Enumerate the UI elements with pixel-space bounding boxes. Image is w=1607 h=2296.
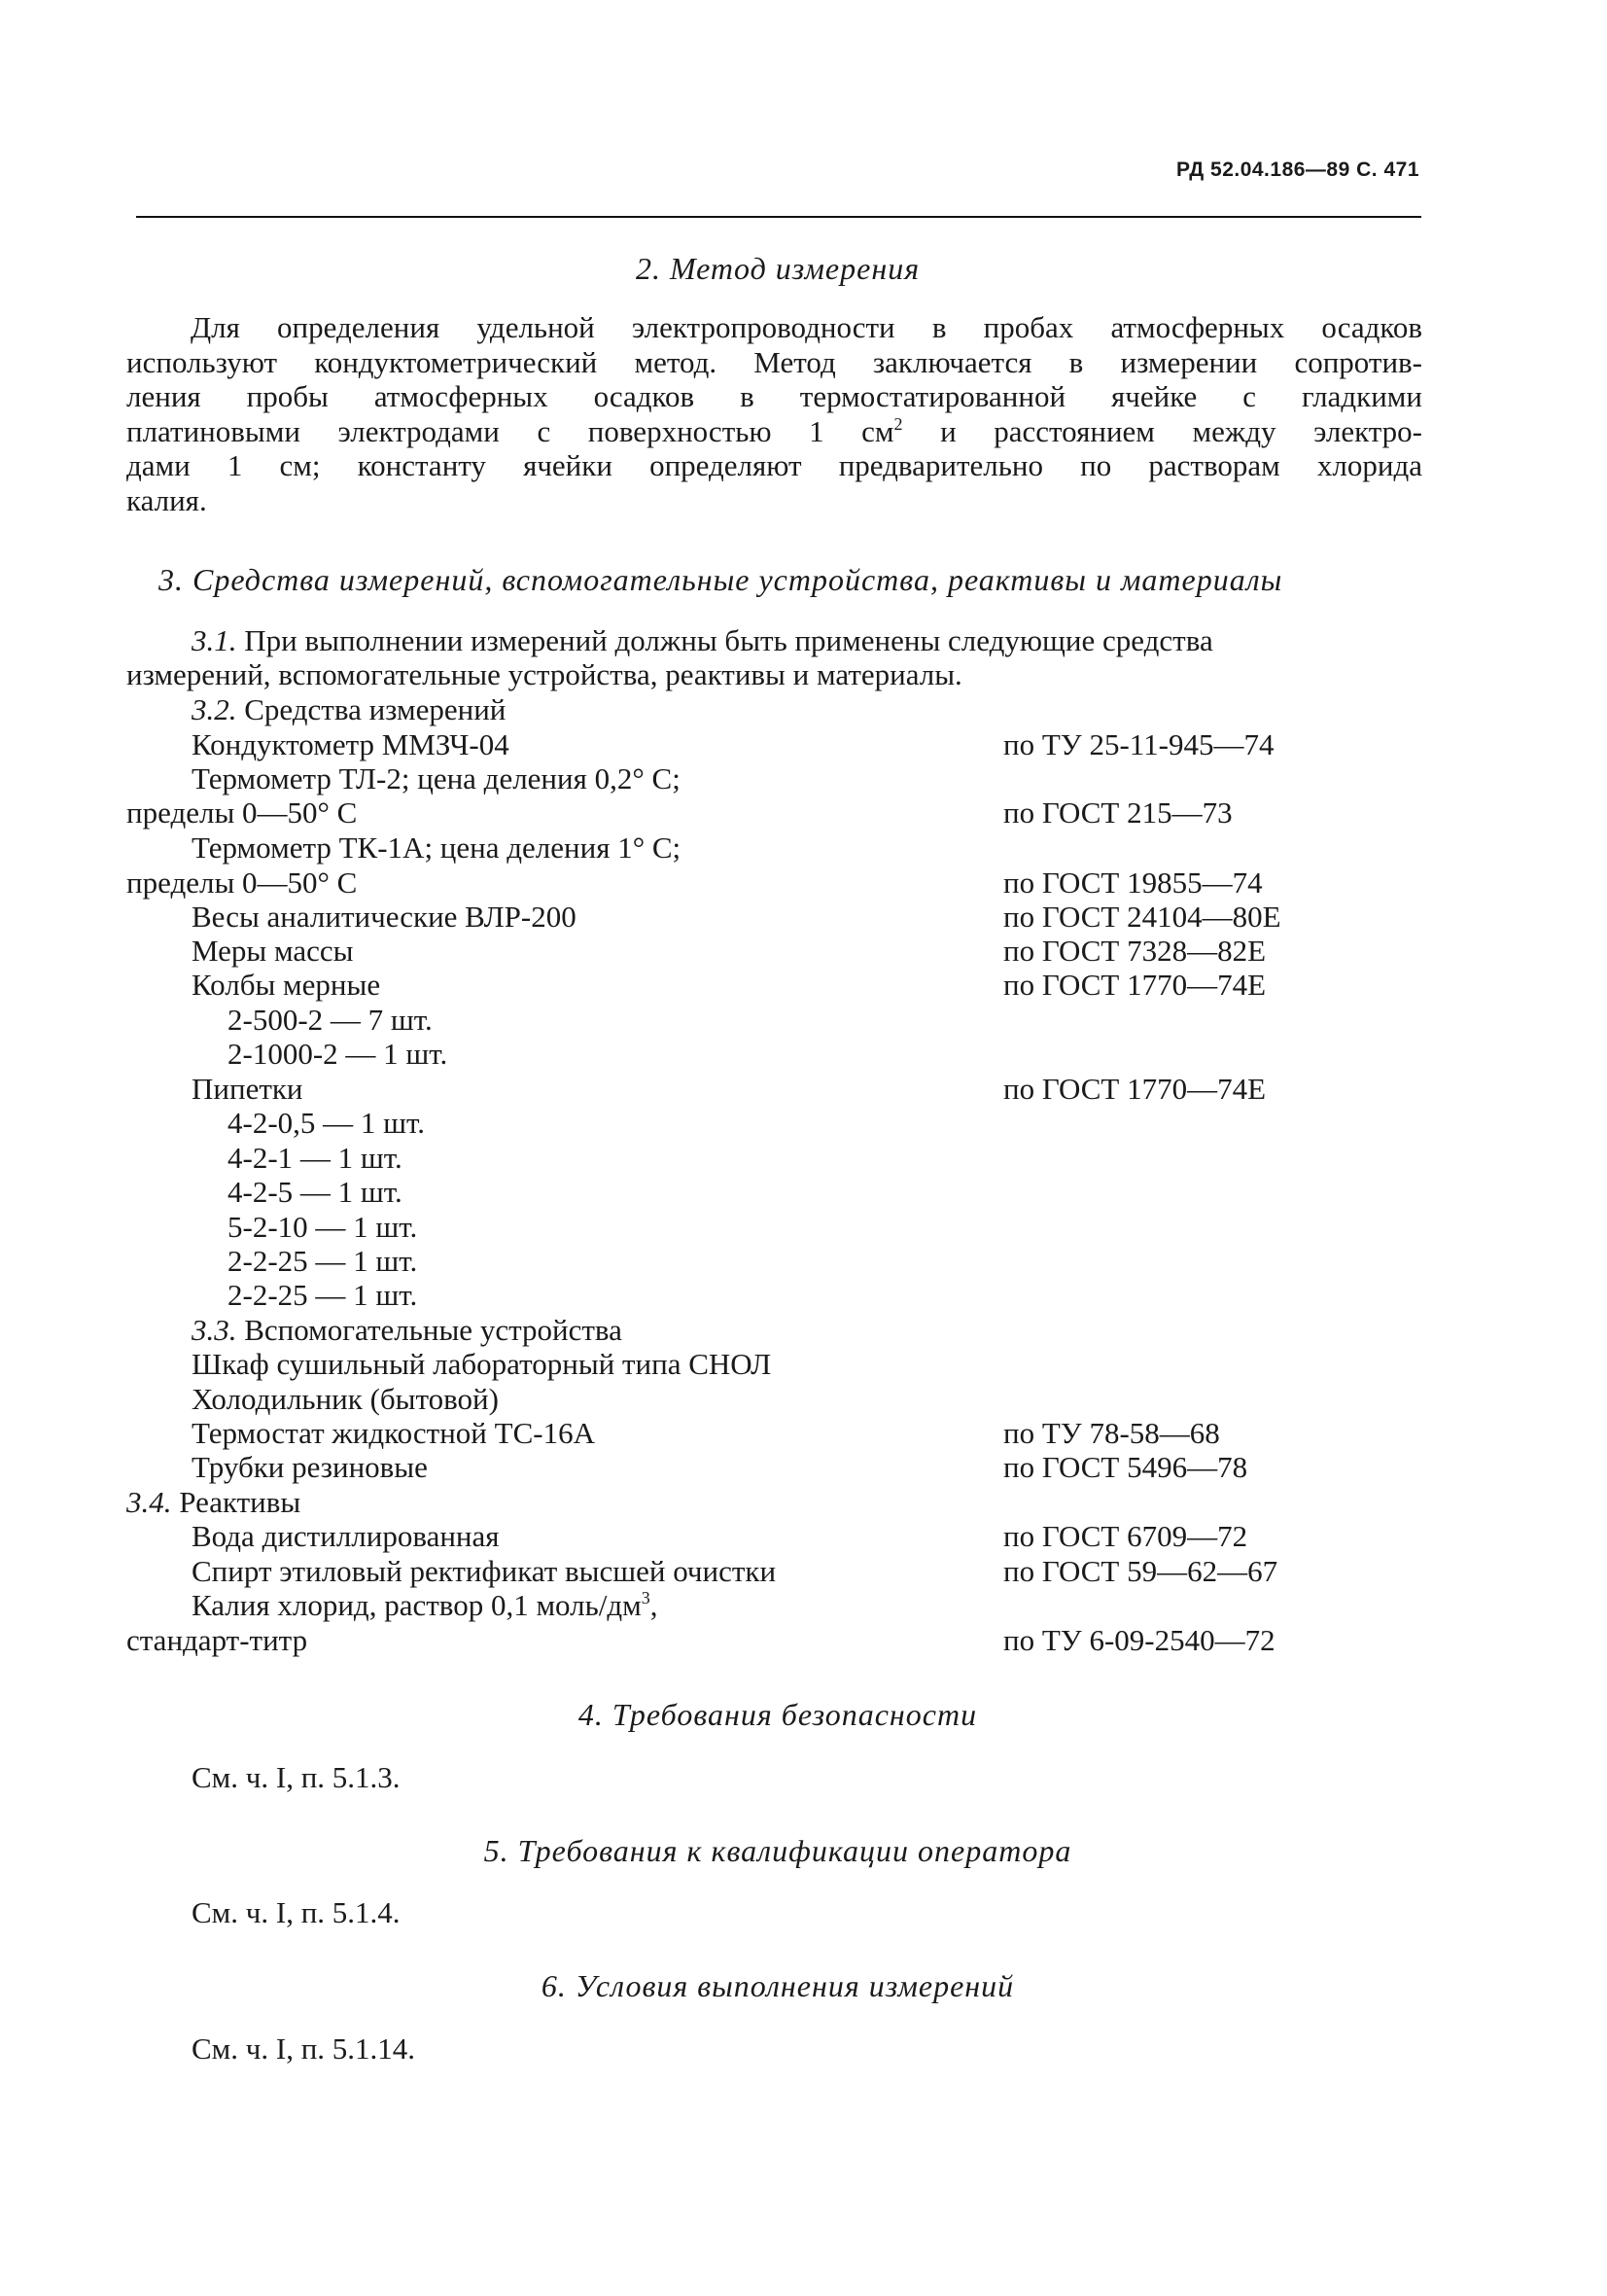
list-item: 2-2-25 — 1 шт.	[227, 1278, 418, 1312]
paragraph-line: Для определения удельной электропроводности в пробах атмосферных осадков	[191, 310, 1422, 344]
list-item: 4-2-1 — 1 шт.	[227, 1141, 402, 1175]
list-item: 5-2-10 — 1 шт.	[227, 1210, 418, 1244]
item-thermometer-tk1a-range: пределы 0—50° С	[126, 865, 358, 900]
section-4-text: См. ч. I, п. 5.1.3.	[192, 1760, 401, 1794]
item-weights: Меры массы	[192, 934, 354, 968]
ref-rubber-tubes: по ГОСТ 5496—78	[1003, 1450, 1248, 1484]
clause-3-1-continued: измерений, вспомогательные устройства, реактивы и материалы.	[126, 657, 962, 691]
section-2-paragraph	[126, 310, 1422, 517]
item-fridge: Холодильник (бытовой)	[192, 1382, 499, 1416]
paragraph-line: платиновыми электродами с поверхностью 1 $см^2$ и расстоянием между электро-	[126, 413, 1422, 448]
section-3-title: 3. Средства измерений, вспомогательные устройства, реактивы и материалы	[158, 562, 1283, 597]
item-pipettes: Пипетки	[192, 1072, 303, 1106]
list-item: 2-2-25 — 1 шт.	[227, 1244, 418, 1278]
list-item: 2-500-2 — 7 шт.	[227, 1003, 433, 1037]
ref-thermometer-tk1a: по ГОСТ 19855—74	[1003, 865, 1263, 900]
document-code: РД 52.04.186—89 С. 471	[1176, 159, 1419, 181]
ref-distilled-water: по ГОСТ 6709—72	[1003, 1519, 1248, 1553]
item-thermometer-tl2: Термометр ТЛ-2; цена деления 0,2° С;	[192, 761, 681, 795]
section-5-text: См. ч. I, п. 5.1.4.	[192, 1895, 401, 1929]
list-item: 4-2-0,5 — 1 шт.	[227, 1106, 425, 1140]
header-divider	[136, 216, 1421, 218]
item-conductometer: Кондуктометр ММЗЧ-04	[192, 727, 509, 761]
ref-scales: по ГОСТ 24104—80Е	[1003, 900, 1281, 934]
clause-3-4: 3.4. Реактивы	[126, 1485, 301, 1519]
item-flasks: Колбы мерные	[192, 968, 381, 1002]
paragraph-line: калия.	[126, 482, 207, 517]
item-drying-cabinet: Шкаф сушильный лабораторный типа СНОЛ	[192, 1347, 772, 1381]
item-potassium-chloride-cont: стандарт-титр	[126, 1623, 308, 1657]
item-thermostat: Термостат жидкостной ТС-16А	[192, 1416, 595, 1450]
item-thermometer-tk1a: Термометр ТК-1А; цена деления 1° С;	[192, 830, 681, 865]
paragraph-line: дами 1 см; константу ячейки определяют предварительно по растворам хлорида	[126, 448, 1422, 482]
item-rubber-tubes: Трубки резиновые	[192, 1450, 428, 1484]
clause-3-1: 3.1. При выполнении измерений должны быть применены следующие средства	[192, 623, 1213, 657]
section-6-text: См. ч. I, п. 5.1.14.	[192, 2031, 416, 2066]
ref-ethyl-alcohol: по ГОСТ 59—62—67	[1003, 1554, 1278, 1588]
item-potassium-chloride: Калия хлорид, раствор 0,1 моль/$дм^3$,	[192, 1588, 658, 1622]
item-ethyl-alcohol: Спирт этиловый ректификат высшей очистки	[192, 1554, 777, 1588]
paragraph-line: ления пробы атмосферных осадков в термостатированной ячейке с гладкими	[126, 379, 1422, 413]
section-5-title: 5. Требования к квалификации оператора	[483, 1833, 1072, 1868]
ref-thermostat: по ТУ 78-58—68	[1003, 1416, 1220, 1450]
ref-thermometer-tl2: по ГОСТ 215—73	[1003, 795, 1233, 830]
item-scales: Весы аналитические ВЛР-200	[192, 900, 576, 934]
section-2-title: 2. Метод измерения	[635, 251, 921, 286]
ref-flasks: по ГОСТ 1770—74Е	[1003, 968, 1267, 1002]
section-4-title: 4. Требования безопасности	[577, 1697, 978, 1732]
clause-3-3: 3.3. Вспомогательные устройства	[192, 1313, 622, 1347]
paragraph-line: используют кондуктометрический метод. Метод заключается в измерении сопротив-	[126, 344, 1422, 379]
section-6-title: 6. Условия выполнения измерений	[541, 1968, 1015, 2003]
ref-pipettes: по ГОСТ 1770—74Е	[1003, 1072, 1267, 1106]
ref-weights: по ГОСТ 7328—82Е	[1003, 934, 1267, 968]
item-thermometer-tl2-range: пределы 0—50° С	[126, 795, 358, 830]
ref-conductometer: по ТУ 25-11-945—74	[1003, 727, 1275, 761]
item-distilled-water: Вода дистиллированная	[192, 1519, 500, 1553]
ref-potassium-chloride: по ТУ 6-09-2540—72	[1003, 1623, 1275, 1657]
clause-3-2: 3.2. Средства измерений	[192, 692, 507, 726]
list-item: 2-1000-2 — 1 шт.	[227, 1037, 448, 1071]
list-item: 4-2-5 — 1 шт.	[227, 1175, 402, 1209]
